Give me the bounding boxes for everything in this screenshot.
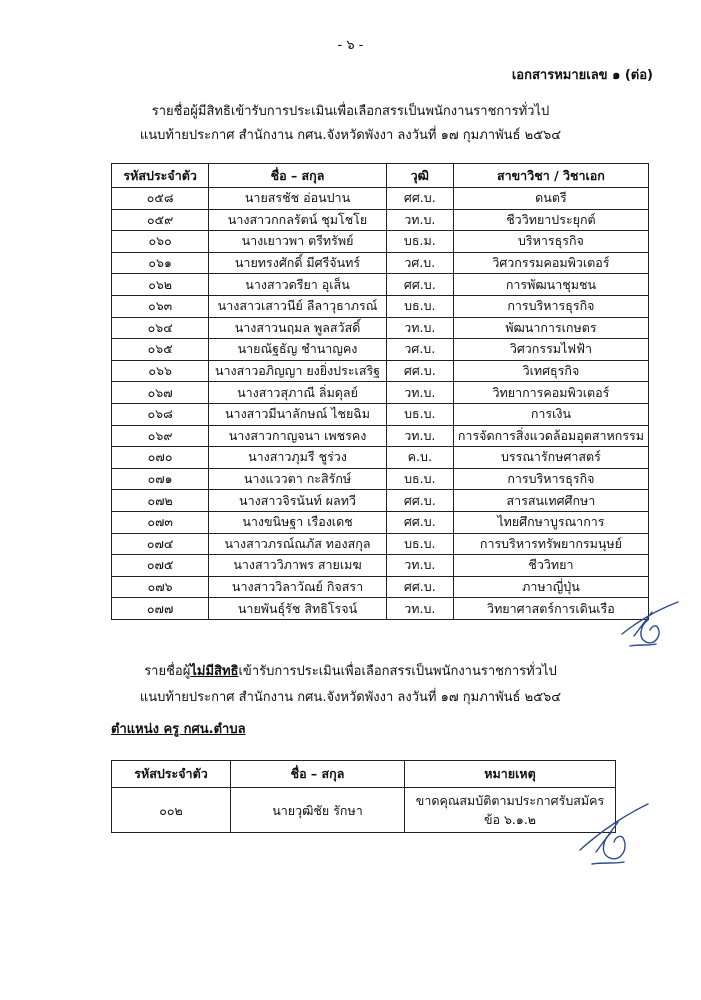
column-header-name: ชื่อ – สกุล <box>231 761 405 788</box>
cell-id: ๐๖๑ <box>112 252 209 274</box>
eligible-table <box>111 163 649 620</box>
table-row <box>112 447 649 469</box>
table-row <box>112 231 649 253</box>
table-row <box>112 403 649 425</box>
table-row <box>112 382 649 404</box>
cell-name: นายพันธุ์รัช สิทธิโรจน์ <box>209 598 386 620</box>
cell-degree: ค.บ. <box>386 447 453 469</box>
cell-name: นางสาวมีนาลักษณ์ ไชยฉิม <box>209 403 386 425</box>
column-header-id: รหัสประจำตัว <box>112 761 231 788</box>
cell-name: นายวุฒิชัย รักษา <box>231 788 405 833</box>
cell-name: นางสาวกกลรัตน์ ชุมโชโย <box>209 209 386 231</box>
cell-id: ๐๖๙ <box>112 425 209 447</box>
cell-name: นางสาวนฤมล พูลสวัสดิ์ <box>209 317 386 339</box>
ineligible-table <box>111 760 616 833</box>
cell-id: ๐๗๔ <box>112 533 209 555</box>
signature-mark <box>612 596 682 656</box>
table-row <box>112 490 649 512</box>
cell-major: การบริหารธุรกิจ <box>453 295 648 317</box>
signature-mark <box>572 800 652 872</box>
eligible-heading-line1: รายชื่อผู้มีสิทธิเข้ารับการประเมินเพื่อเลือกสรรเป็นพนักงานราชการทั่วไป <box>151 104 550 119</box>
table-row <box>112 788 616 833</box>
cell-id: ๐๗๕ <box>112 555 209 577</box>
table-row <box>112 468 649 490</box>
cell-degree: วท.บ. <box>386 209 453 231</box>
table-row <box>112 339 649 361</box>
cell-degree: ศศ.บ. <box>386 360 453 382</box>
column-header-name: ชื่อ – สกุล <box>209 164 386 188</box>
eligible-heading-line2: แนบท้ายประกาศ สำนักงาน กศน.จังหวัดพังงา ลงวันที่ ๑๗ กุมภาพันธ์ ๒๕๖๔ <box>139 128 562 143</box>
cell-degree: ศศ.บ. <box>386 274 453 296</box>
cell-degree: ศศ.บ. <box>386 576 453 598</box>
cell-name: นางสาวกาญจนา เพชรคง <box>209 425 386 447</box>
table-row <box>112 360 649 382</box>
table-row <box>112 188 649 210</box>
cell-name: นางสาวสุภาณี ลิ่มดุลย์ <box>209 382 386 404</box>
table-row <box>112 555 649 577</box>
cell-degree: บธ.บ. <box>386 295 453 317</box>
cell-degree: วศ.บ. <box>386 339 453 361</box>
column-header-major: สาขาวิชา / วิชาเอก <box>453 164 648 188</box>
cell-major: วิศวกรรมไฟฟ้า <box>453 339 648 361</box>
cell-degree: วท.บ. <box>386 382 453 404</box>
column-header-note: หมายเหตุ <box>405 761 616 788</box>
cell-degree: บธ.บ. <box>386 403 453 425</box>
cell-major: วิเทศธุรกิจ <box>453 360 648 382</box>
cell-degree: ศศ.บ. <box>386 490 453 512</box>
cell-name: นางสาววิภาพร สายเมฆ <box>209 555 386 577</box>
cell-name: นางสาวภุมรี ชูร่วง <box>209 447 386 469</box>
table-row <box>112 425 649 447</box>
cell-major: การจัดการสิ่งแวดล้อมอุตสาหกรรม <box>453 425 648 447</box>
cell-major: ภาษาญี่ปุ่น <box>453 576 648 598</box>
cell-name: นางสาวจิรนันท์ ผลทวี <box>209 490 386 512</box>
cell-id: ๐๖๒ <box>112 274 209 296</box>
column-header-degree: วุฒิ <box>386 164 453 188</box>
table-row <box>112 317 649 339</box>
cell-id: ๐๖๓ <box>112 295 209 317</box>
cell-id: ๐๗๐ <box>112 447 209 469</box>
eligible-table-body <box>112 188 649 620</box>
cell-degree: วท.บ. <box>386 425 453 447</box>
cell-major: ชีววิทยา <box>453 555 648 577</box>
cell-id: ๐๗๖ <box>112 576 209 598</box>
cell-major: การเงิน <box>453 403 648 425</box>
cell-name: นางเยาวพา ตรีทรัพย์ <box>209 231 386 253</box>
cell-major: วิทยาศาสตร์การเดินเรือ <box>453 598 648 620</box>
table-row <box>112 274 649 296</box>
document-reference: เอกสารหมายเลข ๑ (ต่อ) <box>511 68 653 83</box>
cell-major: บริหารธุรกิจ <box>453 231 648 253</box>
position-title: ตำแหน่ง ครู กศน.ตำบล <box>111 722 246 737</box>
cell-name: นางสาวเสาวนีย์ ลีลาวุธาภรณ์ <box>209 295 386 317</box>
cell-degree: วศ.บ. <box>386 252 453 274</box>
cell-name: นายทรงศักดิ์ มีศรีจันทร์ <box>209 252 386 274</box>
cell-degree: วท.บ. <box>386 598 453 620</box>
cell-id: ๐๐๒ <box>112 788 231 833</box>
cell-name: นางสาวอภิญญา ยงยิ่งประเสริฐ <box>209 360 386 382</box>
ineligible-emphasis: ไม่มีสิทธิ <box>190 664 239 679</box>
cell-id: ๐๖๐ <box>112 231 209 253</box>
cell-id: ๐๗๓ <box>112 511 209 533</box>
cell-major: ดนตรี <box>453 188 648 210</box>
table-row <box>112 511 649 533</box>
table-row <box>112 576 649 598</box>
cell-id: ๐๕๘ <box>112 188 209 210</box>
cell-degree: วท.บ. <box>386 555 453 577</box>
cell-major: การบริหารทรัพยากรมนุษย์ <box>453 533 648 555</box>
cell-id: ๐๗๑ <box>112 468 209 490</box>
table-row <box>112 598 649 620</box>
cell-name: นางขนิษฐา เรืองเดช <box>209 511 386 533</box>
cell-degree: ศศ.บ. <box>386 188 453 210</box>
cell-id: ๐๕๙ <box>112 209 209 231</box>
cell-id: ๐๗๒ <box>112 490 209 512</box>
cell-degree: บธ.บ. <box>386 533 453 555</box>
cell-name: นายสรชัช อ่อนปาน <box>209 188 386 210</box>
table-header-row <box>112 761 616 788</box>
cell-major: พัฒนาการเกษตร <box>453 317 648 339</box>
cell-name: นางสาวดรียา อุเส็น <box>209 274 386 296</box>
cell-name: นายณัฐธัญ ชำนาญคง <box>209 339 386 361</box>
cell-degree: บธ.บ. <box>386 468 453 490</box>
ineligible-heading-line1: รายชื่อผู้ไม่มีสิทธิเข้ารับการประเมินเพื่อเลือกสรรเป็นพนักงานราชการทั่วไป <box>144 664 557 679</box>
cell-major: การพัฒนาชุมชน <box>453 274 648 296</box>
cell-id: ๐๖๕ <box>112 339 209 361</box>
cell-major: บรรณารักษศาสตร์ <box>453 447 648 469</box>
table-row <box>112 209 649 231</box>
table-row <box>112 295 649 317</box>
page-number: - ๖ - <box>337 38 364 53</box>
cell-id: ๐๖๔ <box>112 317 209 339</box>
cell-id: ๐๖๗ <box>112 382 209 404</box>
table-row <box>112 252 649 274</box>
cell-major: ชีววิทยาประยุกต์ <box>453 209 648 231</box>
cell-major: วิทยาการคอมพิวเตอร์ <box>453 382 648 404</box>
cell-id: ๐๖๖ <box>112 360 209 382</box>
cell-major: การบริหารธุรกิจ <box>453 468 648 490</box>
table-header-row <box>112 164 649 188</box>
cell-major: ไทยศึกษาบูรณาการ <box>453 511 648 533</box>
cell-degree: บธ.ม. <box>386 231 453 253</box>
cell-name: นางแววตา กะสิรักษ์ <box>209 468 386 490</box>
cell-major: วิศวกรรมคอมพิวเตอร์ <box>453 252 648 274</box>
table-row <box>112 533 649 555</box>
cell-name: นางสาวภรณ์ณภัส ทองสกุล <box>209 533 386 555</box>
cell-degree: วท.บ. <box>386 317 453 339</box>
column-header-id: รหัสประจำตัว <box>112 164 209 188</box>
cell-id: ๐๖๘ <box>112 403 209 425</box>
cell-note: ขาดคุณสมบัติตามประกาศรับสมัคร ข้อ ๖.๑.๒ <box>405 788 616 833</box>
ineligible-heading-line2: แนบท้ายประกาศ สำนักงาน กศน.จังหวัดพังงา ลงวันที่ ๑๗ กุมภาพันธ์ ๒๕๖๔ <box>139 690 562 705</box>
cell-name: นางสาววิลาวัณย์ กิจสรา <box>209 576 386 598</box>
cell-major: สารสนเทศศึกษา <box>453 490 648 512</box>
cell-id: ๐๗๗ <box>112 598 209 620</box>
cell-degree: ศศ.บ. <box>386 511 453 533</box>
